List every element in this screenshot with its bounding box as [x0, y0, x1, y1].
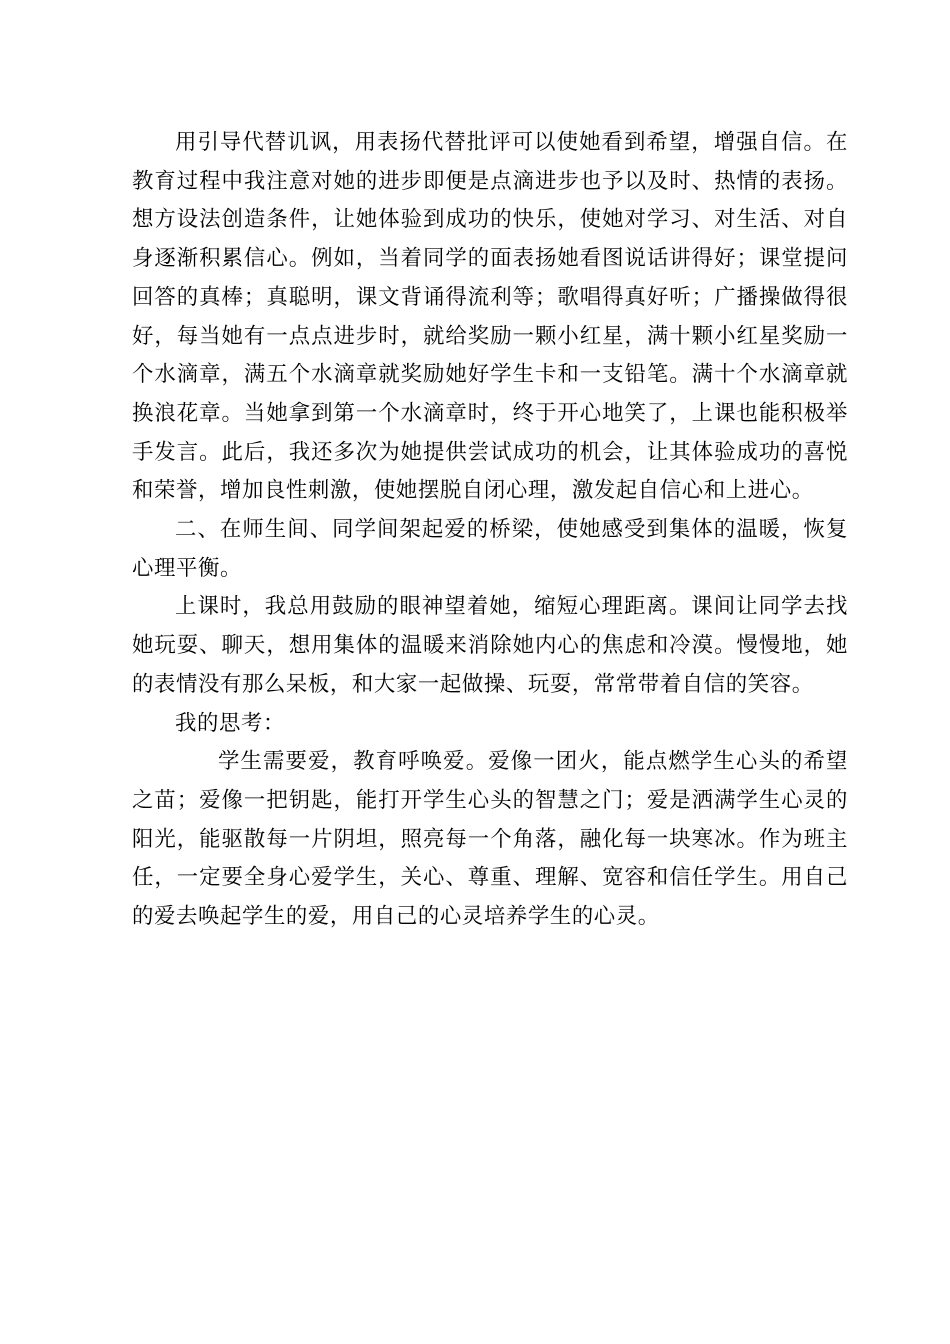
document-body	[132, 124, 848, 937]
paragraph-reflection: 学生需要爱，教育呼唤爱。爱像一团火，能点燃学生心头的希望之苗；爱像一把钥匙，能打开学生心头的智慧之门；爱是洒满学生心灵的阳光，能驱散每一片阴坦，照亮每一个角落，融化每一块寒冰。作为班主任，一定要全身心爱学生，关心、尊重、理解、宽容和信任学生。用自己的爱去唤起学生的爱，用自己的心灵培养学生的心灵。	[132, 749, 848, 930]
paragraph-class-warmth: 上课时，我总用鼓励的眼神望着她，缩短心理距离。课间让同学去找她玩耍、聊天，想用集体的温暖来消除她内心的焦虑和冷漠。慢慢地，她的表情没有那么呆板，和大家一起做操、玩耍，常常带着自信的笑容。	[132, 594, 848, 697]
paragraph-my-thoughts-heading: 我的思考：	[175, 710, 285, 736]
paragraph-praise-guidance: 用引导代替讥讽，用表扬代替批评可以使她看到希望，增强自信。在教育过程中我注意对她的进步即便是点滴进步也予以及时、热情的表扬。想方设法创造条件，让她体验到成功的快乐，使她对学习、对生活、对自身逐渐积累信心。例如，当着同学的面表扬她看图说话讲得好；课堂提问回答的真棒；真聪明，课文背诵得流利等；歌唱得真好听；广播操做得很好，每当她有一点点进步时，就给奖励一颗小红星，满十颗小红星奖励一个水滴章，满五个水滴章就奖励她好学生卡和一支铅笔。满十个水滴章就换浪花章。当她拿到第一个水滴章时，终于开心地笑了，上课也能积极举手发言。此后，我还多次为她提供尝试成功的机会，让其体验成功的喜悦和荣誉，增加良性刺激，使她摆脱自闭心理，激发起自信心和上进心。	[132, 130, 848, 504]
paragraph-section-two-heading: 二、在师生间、同学间架起爱的桥梁，使她感受到集体的温暖，恢复心理平衡。	[132, 517, 848, 581]
